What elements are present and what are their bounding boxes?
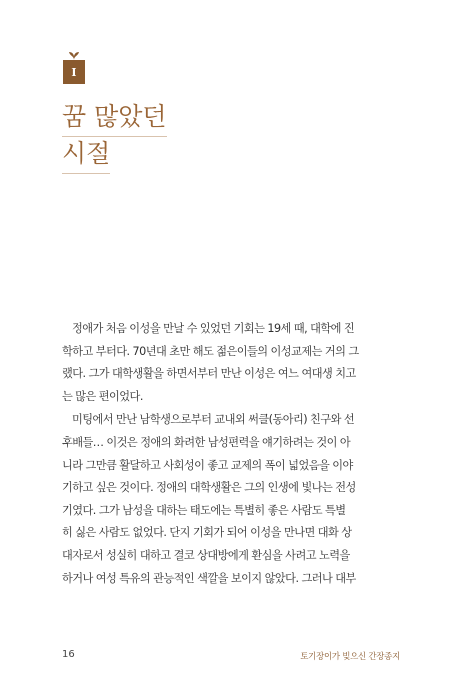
text-line: 후배들… 이것은 정애의 화려한 남성편력을 얘기하려는 것이 아 bbox=[62, 435, 351, 449]
text-line: 는 많은 편이었다. bbox=[62, 389, 143, 403]
leaf-icon bbox=[68, 50, 80, 60]
chapter-title bbox=[62, 100, 182, 174]
text-line: 학하고 부터다. 70년대 초만 해도 젊은이들의 이성교제는 거의 그 bbox=[62, 344, 359, 358]
chapter-title-line-1: 꿈 많았던 bbox=[62, 100, 167, 137]
text-line: 니라 그만큼 활달하고 사회성이 좋고 교제의 폭이 넓었음을 이야 bbox=[62, 458, 353, 472]
text-line: 미팅에서 만난 남학생으로부터 교내외 써클(동아리) 친구와 선 bbox=[72, 413, 355, 427]
text-line: 하거나 여성 특유의 관능적인 색깔을 보이지 않았다. 그러나 대부 bbox=[62, 571, 356, 585]
page-number: 16 bbox=[62, 649, 75, 660]
body-text bbox=[62, 318, 400, 591]
chapter-number: I bbox=[63, 60, 85, 84]
text-line: 정애가 처음 이성을 만날 수 있었던 기회는 19세 때, 대학에 진 bbox=[72, 322, 355, 335]
text-line: 히 싫은 사람도 없었다. 단지 기회가 되어 이성을 만나면 대화 상 bbox=[62, 526, 352, 540]
running-title: 토기장이가 빚으신 간장종지 bbox=[300, 652, 400, 662]
text-line: 랬다. 그가 대학생활을 하면서부터 만난 이성은 여느 여대생 치고 bbox=[62, 367, 356, 381]
chapter-title-line-2: 시절 bbox=[62, 137, 110, 174]
text-line: 기였다. 그가 남성을 대하는 태도에는 특별히 좋은 사람도 특별 bbox=[62, 503, 346, 517]
paragraph-2 bbox=[62, 409, 400, 590]
text-line: 대자로서 성실히 대하고 결코 상대방에게 환심을 사려고 노력을 bbox=[62, 548, 350, 562]
text-line: 기하고 싶은 것이다. 정애의 대학생활은 그의 인생에 빛나는 전성 bbox=[62, 481, 356, 495]
chapter-badge bbox=[63, 50, 85, 86]
paragraph-1 bbox=[62, 318, 400, 408]
